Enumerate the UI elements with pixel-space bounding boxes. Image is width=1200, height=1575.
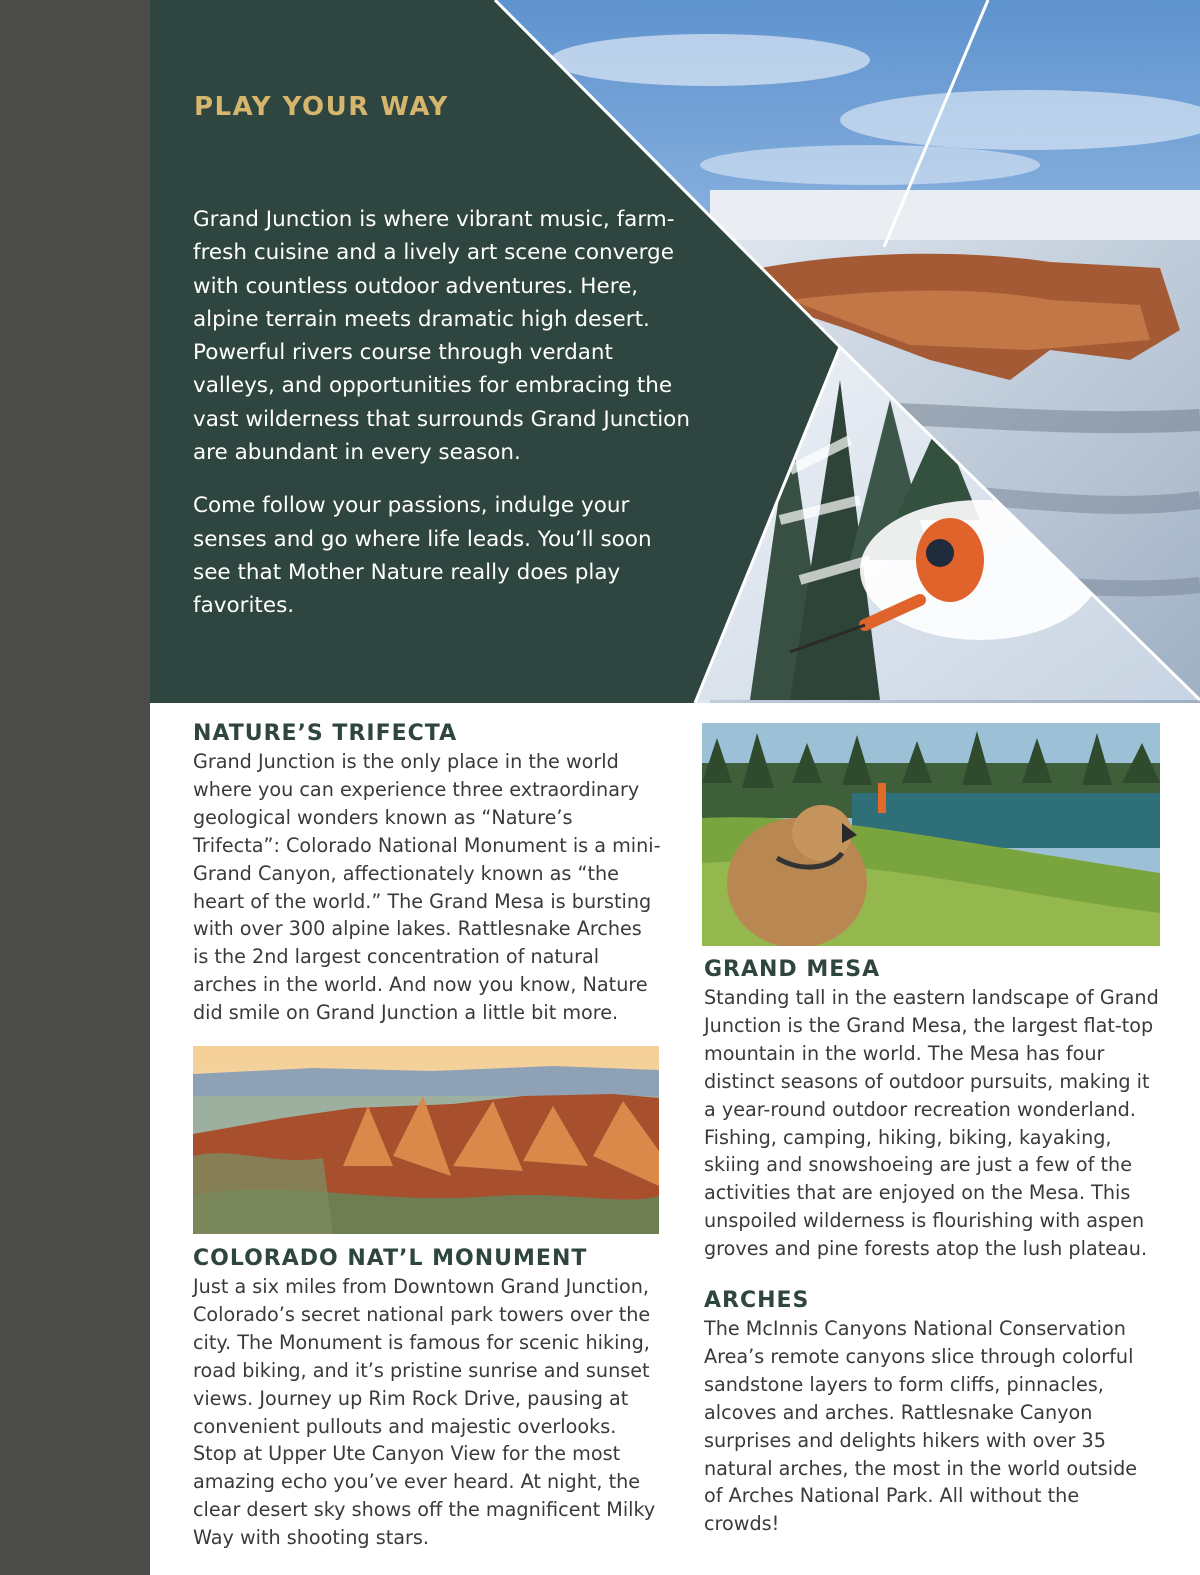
heading-mesa: GRAND MESA xyxy=(704,957,881,982)
hero-text xyxy=(193,203,693,643)
heading-monument: COLORADO NAT’L MONUMENT xyxy=(193,1246,588,1271)
left-gutter xyxy=(0,0,150,1575)
body-trifecta: Grand Junction is the only place in the world where you can experience three extraordinary geological wonders known as “Nature’s Trifecta”: Colorado National Monument is a mini-Grand Canyon, affectionately known as “the heart of the world.” The Grand Mesa is bursting with over 300 alpine lakes. Rattlesnake Arches is the 2nd largest concentration of natural arches in the world. And now you know, Nature did smile on Grand Junction a little bit more. xyxy=(193,750,661,1025)
hero-paragraph-2: Come follow your passions, indulge your senses and go where life leads. You’ll soon see that Mother Nature really does play favorites. xyxy=(193,493,652,619)
body-mesa: Standing tall in the eastern landscape of Grand Junction is the Grand Mesa, the largest flat-top mountain in the world. The Mesa has four distinct seasons of outdoor pursuits, making it a year-round outdoor recreation wonderland. Fishing, camping, hiking, biking, kayaking, skiing and snowshoeing are just a few of the activities that are enjoyed on the Mesa. This unspoiled wilderness is flourishing with aspen groves and pine forests atop the lush plateau. xyxy=(704,986,1159,1261)
section-monument xyxy=(193,1245,663,1552)
hero-title: PLAY YOUR WAY xyxy=(194,92,449,122)
photo-monument xyxy=(193,1046,659,1234)
section-mesa xyxy=(704,956,1160,1263)
body-monument: Just a six miles from Downtown Grand Junction, Colorado’s secret national park towers over the city. The Monument is famous for scenic hiking, road biking, and it’s pristine sunrise and sunset views. Journey up Rim Rock Drive, pausing at convenient pullouts and majestic overlooks. Stop at Upper Ute Canyon View for the most amazing echo you’ve ever heard. At night, the clear desert sky shows off the magnificent Milky Way with shooting stars. xyxy=(193,1275,656,1550)
heading-trifecta: NATURE’S TRIFECTA xyxy=(193,721,458,746)
section-trifecta xyxy=(193,720,663,1027)
heading-arches: ARCHES xyxy=(704,1288,810,1313)
hero-paragraph-1: Grand Junction is where vibrant music, farm-fresh cuisine and a lively art scene converge with countless outdoor adventures. Here, alpine terrain meets dramatic high desert. Powerful rivers course through verdant valleys, and opportunities for embracing the vast wilderness that surrounds Grand Junction are abundant in every season. xyxy=(193,207,690,466)
body-arches: The McInnis Canyons National Conservation Area’s remote canyons slice through colorful sandstone layers to form cliffs, pinnacles, alcoves and arches. Rattlesnake Canyon surprises and delights hikers with over 35 natural arches, the most in the world outside of Arches National Park. All without the crowds! xyxy=(704,1317,1138,1536)
photo-grand-mesa xyxy=(702,723,1160,946)
section-arches xyxy=(704,1287,1160,1538)
